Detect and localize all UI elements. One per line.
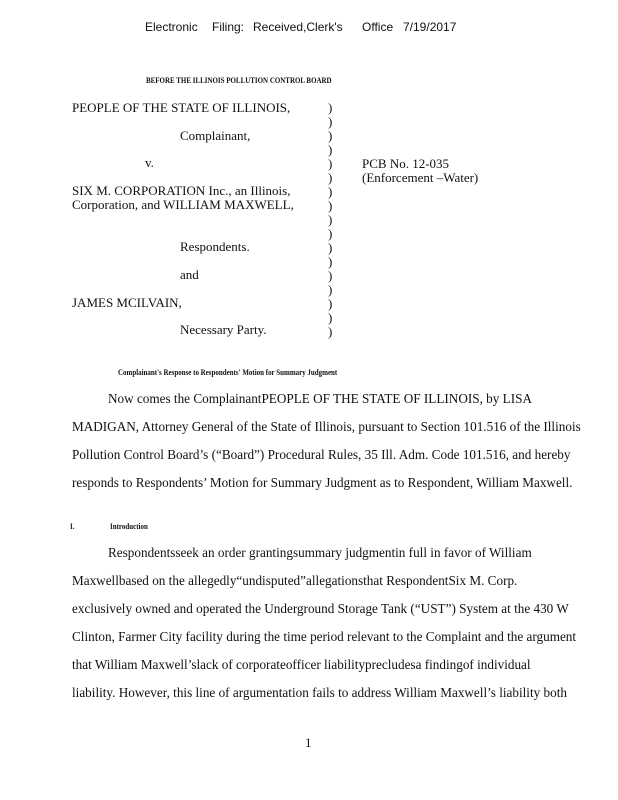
header-electronic: Electronic bbox=[145, 20, 198, 34]
paren: ) bbox=[328, 268, 333, 283]
section-number: I. bbox=[70, 521, 75, 531]
caption-respondent-line2: Corporation, and WILLIAM MAXWELL, bbox=[72, 197, 294, 212]
page-number: 1 bbox=[305, 735, 312, 750]
case-number: PCB No. 12-035 bbox=[362, 156, 450, 171]
section-line: exclusively owned and operated the Underground Storage Tank (“UST”) System at the 430 W bbox=[72, 601, 569, 616]
intro-line: MADIGAN, Attorney General of the State of Illinois, pursuant to Section 101.516 of the Illinois bbox=[72, 419, 581, 434]
paren: ) bbox=[328, 212, 333, 227]
paren: ) bbox=[328, 142, 333, 157]
paren: ) bbox=[328, 156, 333, 171]
paren: ) bbox=[328, 184, 333, 199]
section-line: Clinton, Farmer City facility during the time period relevant to the Complaint and the argument bbox=[72, 629, 577, 644]
caption-and: and bbox=[180, 267, 199, 282]
section-line: that William Maxwell’slack of corporateofficer liabilityprecludesa findingof individual bbox=[72, 657, 531, 672]
section-line: Maxwellbased on the allegedly“undisputed”allegationsthat RespondentSix M. Corp. bbox=[72, 573, 518, 588]
caption-complainant: Complainant, bbox=[180, 128, 251, 143]
caption-versus: v. bbox=[145, 155, 154, 170]
paren: ) bbox=[328, 128, 333, 143]
paren: ) bbox=[328, 254, 333, 269]
caption-respondents: Respondents. bbox=[180, 239, 250, 254]
section-heading: Introduction bbox=[110, 521, 148, 531]
caption-necessary-party-name: JAMES MCILVAIN, bbox=[72, 295, 182, 310]
paren: ) bbox=[328, 226, 333, 241]
caption-necessary-party: Necessary Party. bbox=[180, 322, 267, 337]
intro-line: Now comes the ComplainantPEOPLE OF THE STATE OF ILLINOIS, by LISA bbox=[108, 391, 532, 406]
paren: ) bbox=[328, 114, 333, 129]
intro-line: Pollution Control Board’s (“Board”) Procedural Rules, 35 Ill. Adm. Code 101.516, and hereby bbox=[72, 447, 571, 462]
intro-line: responds to Respondents’ Motion for Summary Judgment as to Respondent, William Maxwell. bbox=[72, 475, 573, 490]
header-office: Office bbox=[362, 20, 394, 34]
header-date: 7/19/2017 bbox=[403, 20, 457, 34]
paren: ) bbox=[328, 170, 333, 185]
caption-respondent-line1: SIX M. CORPORATION Inc., an Illinois, bbox=[72, 183, 291, 198]
paren: ) bbox=[328, 198, 333, 213]
section-line: liability. However, this line of argumentation fails to address William Maxwell’s liability both bbox=[72, 685, 567, 700]
paren: ) bbox=[328, 324, 333, 339]
paren: ) bbox=[328, 296, 333, 311]
section-line: Respondentsseek an order grantingsummary judgmentin full in favor of William bbox=[108, 545, 532, 560]
document-title: Complainant's Response to Respondents' Motion for Summary Judgment bbox=[118, 367, 338, 377]
paren: ) bbox=[328, 282, 333, 297]
paren: ) bbox=[328, 310, 333, 325]
court-title: BEFORE THE ILLINOIS POLLUTION CONTROL BOARD bbox=[146, 75, 332, 85]
paren: ) bbox=[328, 100, 333, 115]
header-filing: Filing: bbox=[212, 20, 245, 34]
caption-plaintiff: PEOPLE OF THE STATE OF ILLINOIS, bbox=[72, 100, 291, 115]
paren: ) bbox=[328, 240, 333, 255]
header-received: Received,Clerk's bbox=[253, 20, 343, 34]
case-type: (Enforcement –Water) bbox=[362, 170, 479, 185]
